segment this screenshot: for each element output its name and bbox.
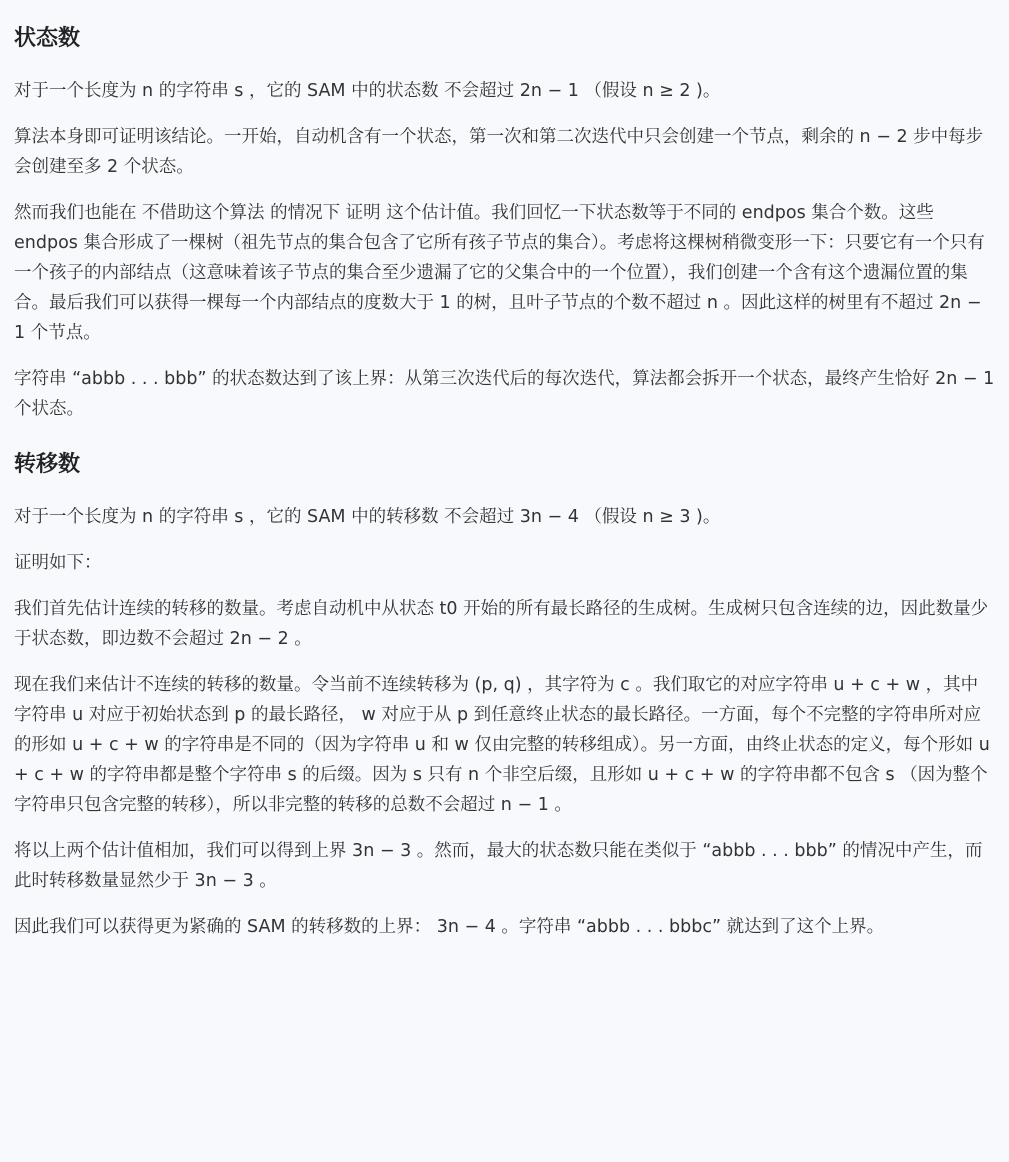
section-title-states: 状态数 [14,26,81,51]
sum-estimate-paragraph: 将以上两个估计值相加，我们可以得到上界 3n − 3 。然而，最大的状态数只能在类似于 “abbb . . . bbb” 的情况中产生，而此时转移数量显然少于 3n − 3 。 [14,841,983,891]
states-algorithm-proof-paragraph: 算法本身即可证明该结论。一开始，自动机含有一个状态，第一次和第二次迭代中只会创建一个节点，剩余的 n − 2 步中每步会创建至多 2 个状态。 [14,127,984,177]
tight-bound-paragraph: 因此我们可以获得更为紧确的 SAM 的转移数的上界： 3n − 4 。字符串 “abbb . . . bbbc” 就达到了这个上界。 [14,917,885,937]
section-title-transitions: 转移数 [14,452,81,477]
noncontinuous-transitions-paragraph: 现在我们来估计不连续的转移的数量。令当前不连续转移为 (p, q) ，其字符为 c 。我们取它的对应字符串 u + c + w ，其中字符串 u 对应于初始状态到 p 的最长路径， w 对应于从 p 到任意终止状态的最长路径。一方面，每个不完整的字符串所对应的形如 u + c + w 的字符串是不同的（因为字符串 u 和 w 仅由完整的转移组成）。另一方面，由终止状态的定义，每个形如 u + c + w 的字符串都是整个字符串 s 的后缀。因为 s 只有 n 个非空后缀，且形如 u + c + w 的字符串都不包含 s （因为整个字符串只包含完整的转移），所以非完整的转移的总数不会超过 n − 1 。 [14,675,990,815]
transitions-proof-intro: 证明如下： [14,553,102,573]
states-tree-proof-paragraph: 然而我们也能在 不借助这个算法 的情况下 证明 这个估计值。我们回忆一下状态数等于不同的 endpos 集合个数。这些 endpos 集合形成了一棵树（祖先节点的集合包含了它所有孩子节点的集合）。考虑将这棵树稍微变形一下：只要它有一个只有一个孩子的内部结点（这意味着该子节点的集合至少遗漏了它的父集合中的一个位置），我们创建一个含有这个遗漏位置的集合。最后我们可以获得一棵每一个内部结点的度数大于 1 的树，且叶子节点的个数不超过 n 。因此这样的树里有不超过 2n − 1 个节点。 [14,203,985,343]
transitions-bound-paragraph: 对于一个长度为 n 的字符串 s ，它的 SAM 中的转移数 不会超过 3n − 4 （假设 n ≥ 3 )。 [14,507,721,527]
continuous-transitions-paragraph: 我们首先估计连续的转移的数量。考虑自动机中从状态 t0 开始的所有最长路径的生成树。生成树只包含连续的边，因此数量少于状态数，即边数不会超过 2n − 2 。 [14,599,989,649]
states-bound-paragraph: 对于一个长度为 n 的字符串 s ，它的 SAM 中的状态数 不会超过 2n − 1 （假设 n ≥ 2 )。 [14,81,721,101]
states-tight-example-paragraph: 字符串 “abbb . . . bbb” 的状态数达到了该上界：从第三次迭代后的每次迭代，算法都会拆开一个状态，最终产生恰好 2n − 1 个状态。 [14,369,995,419]
